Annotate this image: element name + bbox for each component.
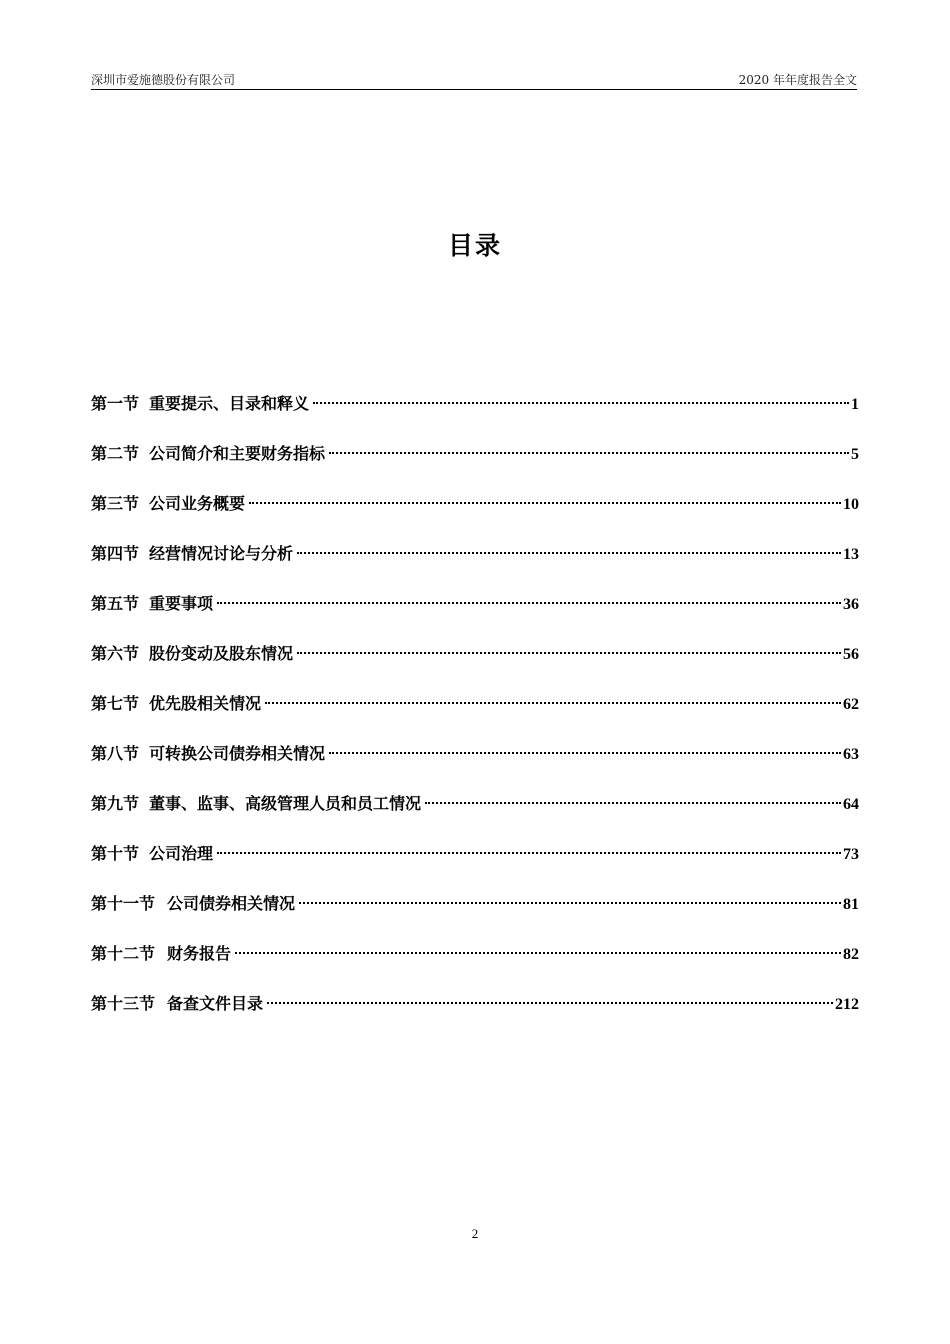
header-report-title: 2020 年年度报告全文 <box>738 73 857 87</box>
toc-page-number: 56 <box>843 646 859 663</box>
toc-entry[interactable] <box>91 942 859 992</box>
toc-page-number: 73 <box>843 846 859 863</box>
toc-page-number: 212 <box>835 996 859 1013</box>
toc-page-number: 63 <box>843 746 859 763</box>
toc-section-number: 第二节 <box>91 444 140 463</box>
toc-page-number: 81 <box>843 896 859 913</box>
toc-section-number: 第六节 <box>91 644 140 663</box>
toc-page-number: 82 <box>843 946 859 963</box>
toc-page-number: 13 <box>843 546 859 563</box>
toc-page-number: 1 <box>851 396 859 413</box>
toc-section-name: 股份变动及股东情况 <box>149 644 294 663</box>
toc-page-number: 10 <box>843 496 859 513</box>
toc-entry[interactable] <box>91 492 859 542</box>
toc-dot-leader <box>267 1002 833 1004</box>
toc-section-name: 备查文件目录 <box>167 994 264 1013</box>
toc-entry[interactable] <box>91 992 859 1042</box>
toc-section-number: 第十节 <box>91 844 140 863</box>
footer-page-number: 2 <box>471 1226 479 1241</box>
toc-section-name: 可转换公司债券相关情况 <box>149 744 326 763</box>
toc-entry[interactable] <box>91 892 859 942</box>
toc-entry[interactable] <box>91 392 859 442</box>
toc-dot-leader <box>217 602 841 604</box>
toc-section-name: 公司简介和主要财务指标 <box>149 444 326 463</box>
table-of-contents <box>91 392 859 1042</box>
toc-dot-leader <box>329 752 841 754</box>
toc-page-number: 64 <box>843 796 859 813</box>
toc-section-number: 第七节 <box>91 694 140 713</box>
toc-dot-leader <box>329 452 849 454</box>
toc-section-number: 第八节 <box>91 744 140 763</box>
toc-section-name: 董事、监事、高级管理人员和员工情况 <box>149 794 422 813</box>
toc-section-number: 第十三节 <box>91 994 156 1013</box>
toc-entry[interactable] <box>91 592 859 642</box>
toc-section-name: 公司业务概要 <box>149 494 246 513</box>
toc-dot-leader <box>265 702 841 704</box>
toc-section-number: 第四节 <box>91 544 140 563</box>
toc-page-number: 62 <box>843 696 859 713</box>
toc-section-number: 第一节 <box>91 394 140 413</box>
toc-entry[interactable] <box>91 642 859 692</box>
toc-entry[interactable] <box>91 442 859 492</box>
toc-section-name: 经营情况讨论与分析 <box>149 544 294 563</box>
toc-section-number: 第五节 <box>91 594 140 613</box>
toc-section-name: 公司债券相关情况 <box>167 894 296 913</box>
toc-section-number: 第九节 <box>91 794 140 813</box>
toc-dot-leader <box>425 802 841 804</box>
toc-dot-leader <box>313 402 849 404</box>
page-title: 目录 <box>447 231 502 260</box>
toc-entry[interactable] <box>91 742 859 792</box>
toc-entry[interactable] <box>91 692 859 742</box>
header-company: 深圳市爱施德股份有限公司 <box>91 73 236 87</box>
toc-section-number: 第三节 <box>91 494 140 513</box>
toc-dot-leader <box>297 552 841 554</box>
toc-section-name: 重要事项 <box>149 594 214 613</box>
toc-section-number: 第十二节 <box>91 944 156 963</box>
toc-page-number: 5 <box>851 446 859 463</box>
toc-page-number: 36 <box>843 596 859 613</box>
toc-dot-leader <box>217 852 841 854</box>
toc-entry[interactable] <box>91 792 859 842</box>
toc-section-name: 公司治理 <box>149 844 214 863</box>
toc-dot-leader <box>249 502 841 504</box>
page-header <box>91 72 857 90</box>
toc-section-name: 财务报告 <box>167 944 232 963</box>
toc-section-name: 重要提示、目录和释义 <box>149 394 310 413</box>
toc-dot-leader <box>297 652 841 654</box>
toc-entry[interactable] <box>91 542 859 592</box>
toc-dot-leader <box>235 952 841 954</box>
toc-entry[interactable] <box>91 842 859 892</box>
toc-section-number: 第十一节 <box>91 894 156 913</box>
toc-dot-leader <box>299 902 841 904</box>
toc-section-name: 优先股相关情况 <box>149 694 262 713</box>
